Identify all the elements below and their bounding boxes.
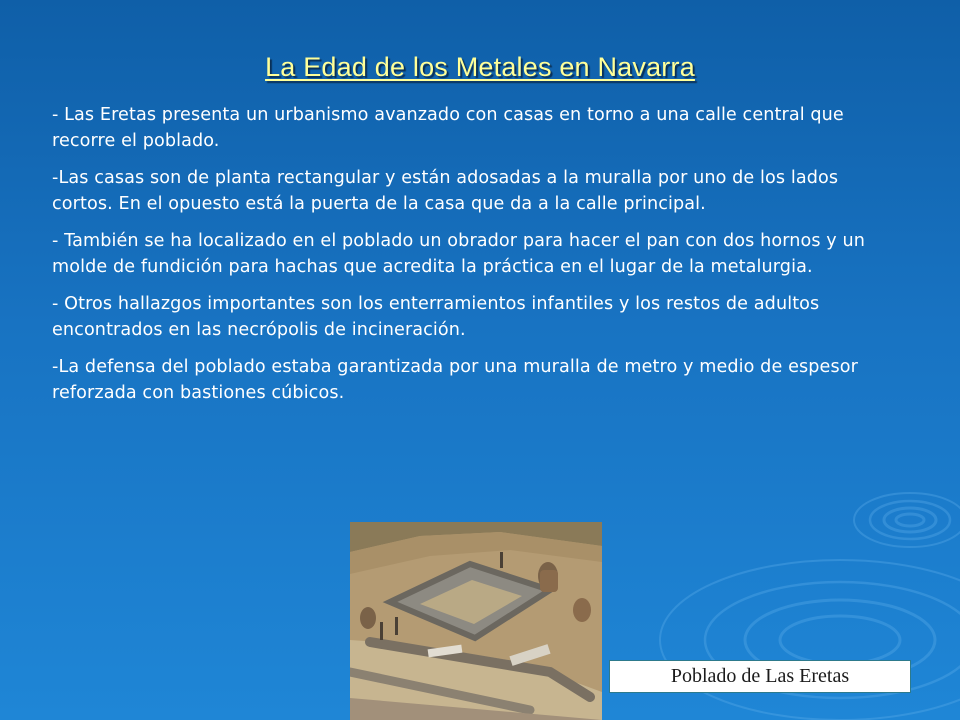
paragraph-houses: -Las casas son de planta rectangular y están adosadas a la muralla por uno de los lados cortos. En el opuesto está la puerta de la casa que da a la calle principal. [52, 168, 839, 214]
paragraph-findings: - Otros hallazgos importantes son los enterramientos infantiles y los restos de adultos encontrados en las necrópolis de incineración. [52, 294, 820, 340]
photo-caption: Poblado de Las Eretas [609, 660, 911, 693]
paragraph-urbanism: - Las Eretas presenta un urbanismo avanzado con casas en torno a una calle central que recorre el poblado. [52, 105, 844, 151]
slide-title: La Edad de los Metales en Navarra [265, 52, 695, 82]
paragraph-defense: -La defensa del poblado estaba garantizada por una muralla de metro y medio de espesor reforzada con bastiones cúbicos. [52, 357, 858, 403]
body-text [52, 102, 902, 417]
paragraph-workshop: - También se ha localizado en el poblado un obrador para hacer el pan con dos hornos y un molde de fundición para hachas que acredita la práctica en el lugar de la metalurgia. [52, 231, 866, 277]
site-photo-illustration [350, 522, 602, 720]
site-photo [350, 522, 602, 720]
